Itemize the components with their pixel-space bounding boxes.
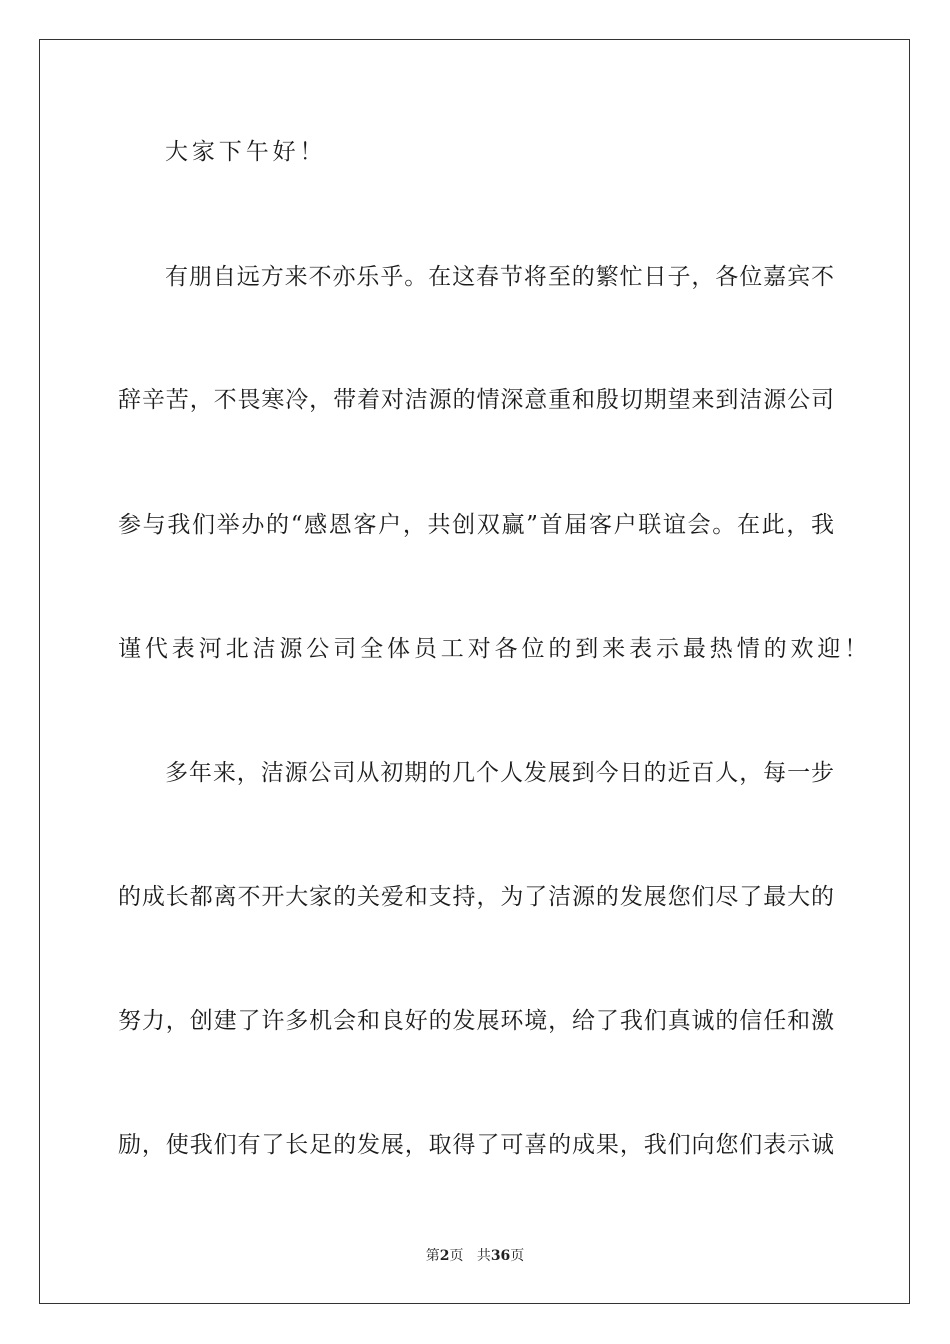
page-border xyxy=(39,39,910,1304)
footer-page-number: 2 xyxy=(439,1248,450,1264)
paragraph-line-1: 大家下午好！ xyxy=(165,139,327,165)
page-footer xyxy=(0,1247,950,1265)
footer-total-pages: 36 xyxy=(490,1248,511,1264)
paragraph-line-4: 参与我们举办的“感恩客户，共创双赢”首届客户联谊会。在此，我 xyxy=(118,512,834,538)
footer-page-prefix: 第 xyxy=(425,1248,440,1264)
paragraph-line-7: 的成长都离不开大家的关爱和支持，为了洁源的发展您们尽了最大的 xyxy=(118,884,834,910)
paragraph-line-9: 励，使我们有了长足的发展，取得了可喜的成果，我们向您们表示诚 xyxy=(118,1132,834,1158)
footer-page-suffix: 页 xyxy=(449,1248,464,1264)
footer-total-suffix: 页 xyxy=(510,1248,525,1264)
paragraph-line-3: 辞辛苦，不畏寒冷，带着对洁源的情深意重和殷切期望来到洁源公司 xyxy=(118,387,834,413)
footer-total-prefix: 共 xyxy=(476,1248,491,1264)
paragraph-line-8: 努力，创建了许多机会和良好的发展环境，给了我们真诚的信任和激 xyxy=(118,1008,834,1034)
paragraph-line-6: 多年来，洁源公司从初期的几个人发展到今日的近百人，每一步 xyxy=(165,760,834,786)
paragraph-line-5: 谨代表河北洁源公司全体员工对各位的到来表示最热情的欢迎！ xyxy=(118,636,872,662)
paragraph-line-2: 有朋自远方来不亦乐乎。在这春节将至的繁忙日子，各位嘉宾不 xyxy=(165,264,834,290)
